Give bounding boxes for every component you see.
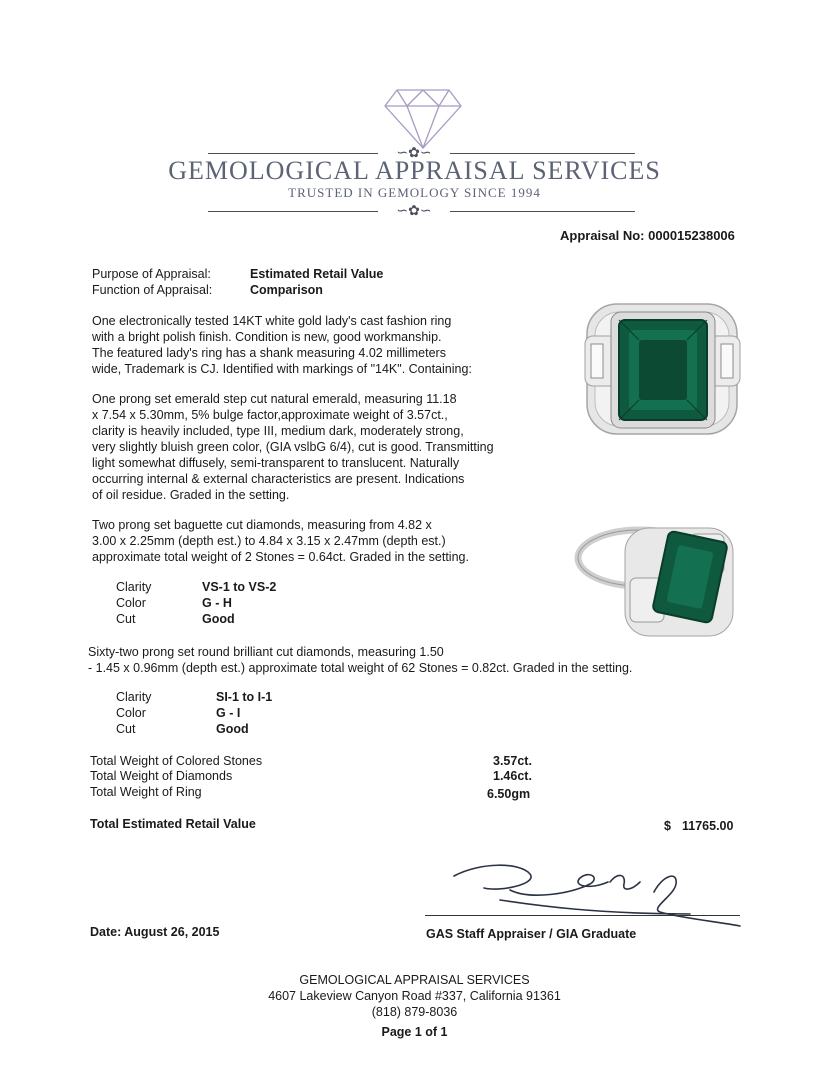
signature-line xyxy=(425,915,740,916)
function-value: Comparison xyxy=(250,283,323,297)
clarity-value-2: SI-1 to I-1 xyxy=(216,690,273,704)
header-rule-bottom-right xyxy=(450,211,635,212)
flourish-ornament-bottom-icon: ∽✿∽ xyxy=(396,202,432,218)
total-colored-label: Total Weight of Colored Stones xyxy=(90,754,263,768)
purpose-value: Estimated Retail Value xyxy=(250,267,384,281)
appraiser-title: GAS Staff Appraiser / GIA Graduate xyxy=(426,927,637,941)
retail-value-label: Total Estimated Retail Value xyxy=(90,817,256,831)
clarity-label-2: Clarity xyxy=(116,690,152,704)
emerald-description: One prong set emerald step cut natural emerald, measuring 11.18 x 7.54 x 5.30mm, 5% bulge factor,approximate weight of 3.57ct., clarity is heavily included, type III, medium dark, moderately strong, very slightly bluish green color, (GIA vslbG 6/4), cut is good. Transmitting light somewhat diffusely, semi-transparent to translucent. Naturally occurring internal & external characteristics are present. Indications of oil residue. Graded in the setting. xyxy=(92,392,494,502)
appraisal-number: Appraisal No: 000015238006 xyxy=(560,228,735,243)
appraiser-signature-image xyxy=(440,856,745,928)
ring-angle-view-image xyxy=(570,508,745,648)
total-ring-value: 6.50gm xyxy=(487,787,531,801)
header-rule-bottom-left xyxy=(208,211,378,212)
diamond-logo-icon xyxy=(383,86,463,150)
color-value: G - H xyxy=(202,596,232,610)
company-tagline: TRUSTED IN GEMOLOGY SINCE 1994 xyxy=(288,185,541,200)
color-label: Color xyxy=(116,596,146,610)
footer-phone: (818) 879-8036 xyxy=(371,1005,458,1019)
total-diamonds-label: Total Weight of Diamonds xyxy=(90,769,233,783)
clarity-value: VS-1 to VS-2 xyxy=(202,580,277,594)
cut-value-2: Good xyxy=(216,722,249,736)
header-rule-left xyxy=(208,153,378,154)
flourish-ornament-icon: ∽✿∽ xyxy=(396,144,432,160)
total-ring-label: Total Weight of Ring xyxy=(90,785,202,799)
currency-symbol: $ xyxy=(664,819,671,833)
retail-value: 11765.00 xyxy=(682,819,734,833)
cut-label-2: Cut xyxy=(116,722,136,736)
page-number: Page 1 of 1 xyxy=(381,1025,448,1039)
cut-value: Good xyxy=(202,612,235,626)
color-label-2: Color xyxy=(116,706,146,720)
total-diamonds-value: 1.46ct. xyxy=(493,769,532,783)
round-diamonds-description: Sixty-two prong set round brilliant cut diamonds, measuring 1.50 - 1.45 x 0.96mm (depth est.) approximate total weight of 62 Stones = 0.82ct. Graded in the setting. xyxy=(88,645,633,675)
ring-top-view-image xyxy=(575,296,750,444)
ring-description: One electronically tested 14KT white gold lady's cast fashion ring with a bright polish finish. Condition is new, good workmanship. The featured lady's ring has a shank measuring 4.02 millimeters wide, Trademark is CJ. Identified with markings of "14K". Containing: xyxy=(92,314,472,376)
clarity-label: Clarity xyxy=(116,580,152,594)
cut-label: Cut xyxy=(116,612,136,626)
purpose-label: Purpose of Appraisal: xyxy=(92,267,211,281)
appraisal-date: Date: August 26, 2015 xyxy=(90,925,220,939)
total-colored-value: 3.57ct. xyxy=(493,754,532,768)
company-logo-title: GEMOLOGICAL APPRAISAL SERVICES xyxy=(168,156,661,185)
footer-address: 4607 Lakeview Canyon Road #337, California 91361 xyxy=(268,989,561,1003)
baguette-description: Two prong set baguette cut diamonds, measuring from 4.82 x 3.00 x 2.25mm (depth est.) to 4.84 x 3.15 x 2.47mm (depth est.) approximate total weight of 2 Stones = 0.64ct. Graded in the setting. xyxy=(92,518,469,564)
function-label: Function of Appraisal: xyxy=(92,283,213,297)
header-rule-right xyxy=(450,153,635,154)
footer-company: GEMOLOGICAL APPRAISAL SERVICES xyxy=(299,973,530,987)
color-value-2: G - I xyxy=(216,706,241,720)
